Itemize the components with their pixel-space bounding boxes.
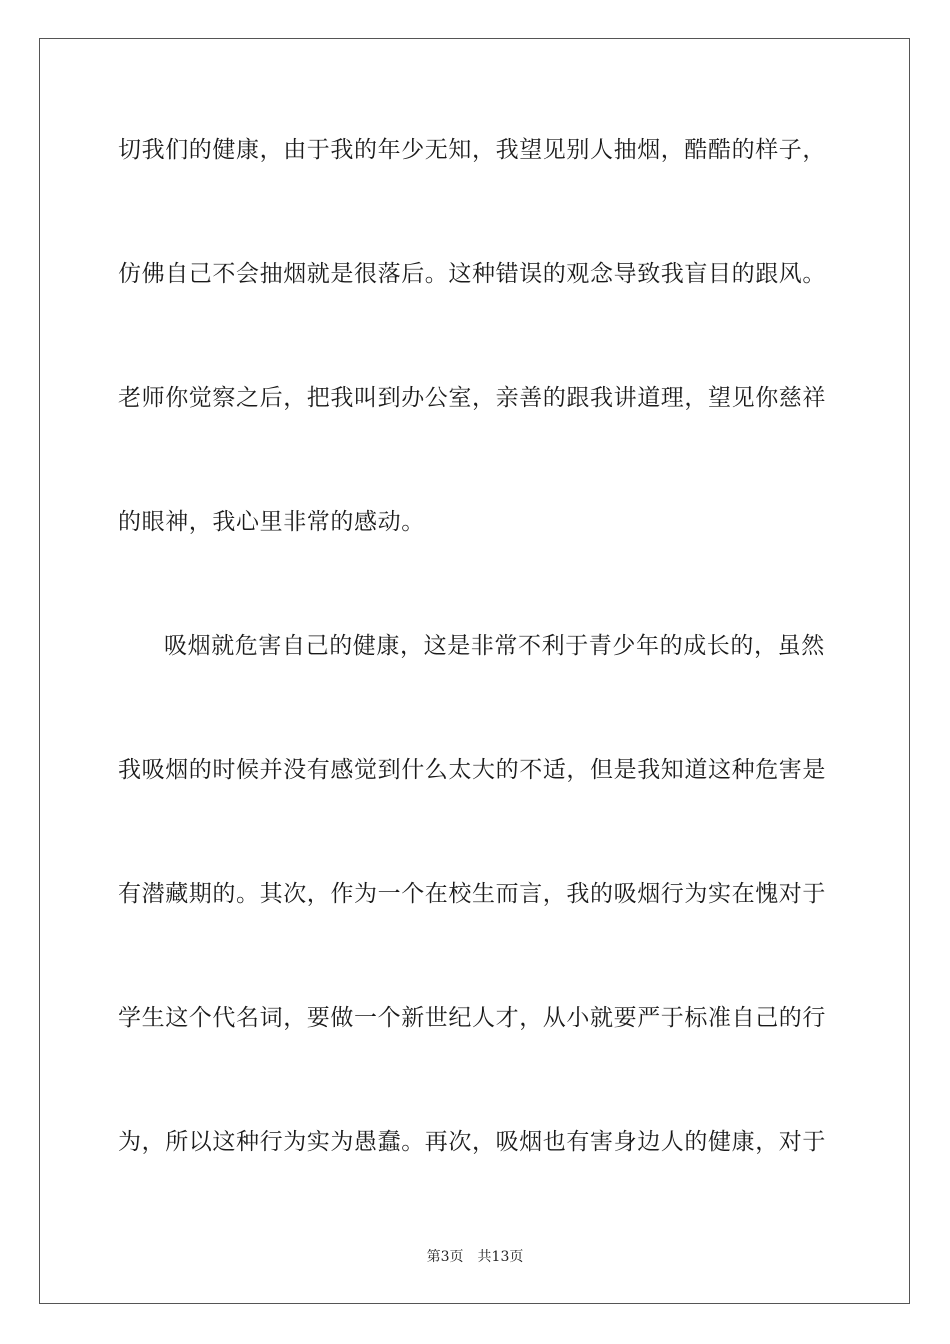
text-line: 老师你觉察之后，把我叫到办公室，亲善的跟我讲道理，望见你慈祥 (118, 385, 826, 411)
text-line: 的眼神，我心里非常的感动。 (118, 509, 425, 535)
text-line: 学生这个代名词，要做一个新世纪人才，从小就要严于标准自己的行 (118, 1005, 826, 1031)
text-line: 我吸烟的时候并没有感觉到什么太大的不适，但是我知道这种危害是 (118, 757, 826, 783)
page-number-footer: 第3页 共13页 (426, 1249, 524, 1265)
text-line: 切我们的健康，由于我的年少无知，我望见别人抽烟，酷酷的样子， (118, 137, 826, 163)
text-line: 为，所以这种行为实为愚蠢。再次，吸烟也有害身边人的健康，对于 (118, 1129, 826, 1155)
document-body (118, 126, 834, 1242)
text-line-paragraph-start: 吸烟就危害自己的健康，这是非常不利于青少年的成长的，虽然 (164, 633, 825, 659)
text-line: 仿佛自己不会抽烟就是很落后。这种错误的观念导致我盲目的跟风。 (118, 261, 826, 287)
text-line: 有潜藏期的。其次，作为一个在校生而言，我的吸烟行为实在愧对于 (118, 881, 826, 907)
